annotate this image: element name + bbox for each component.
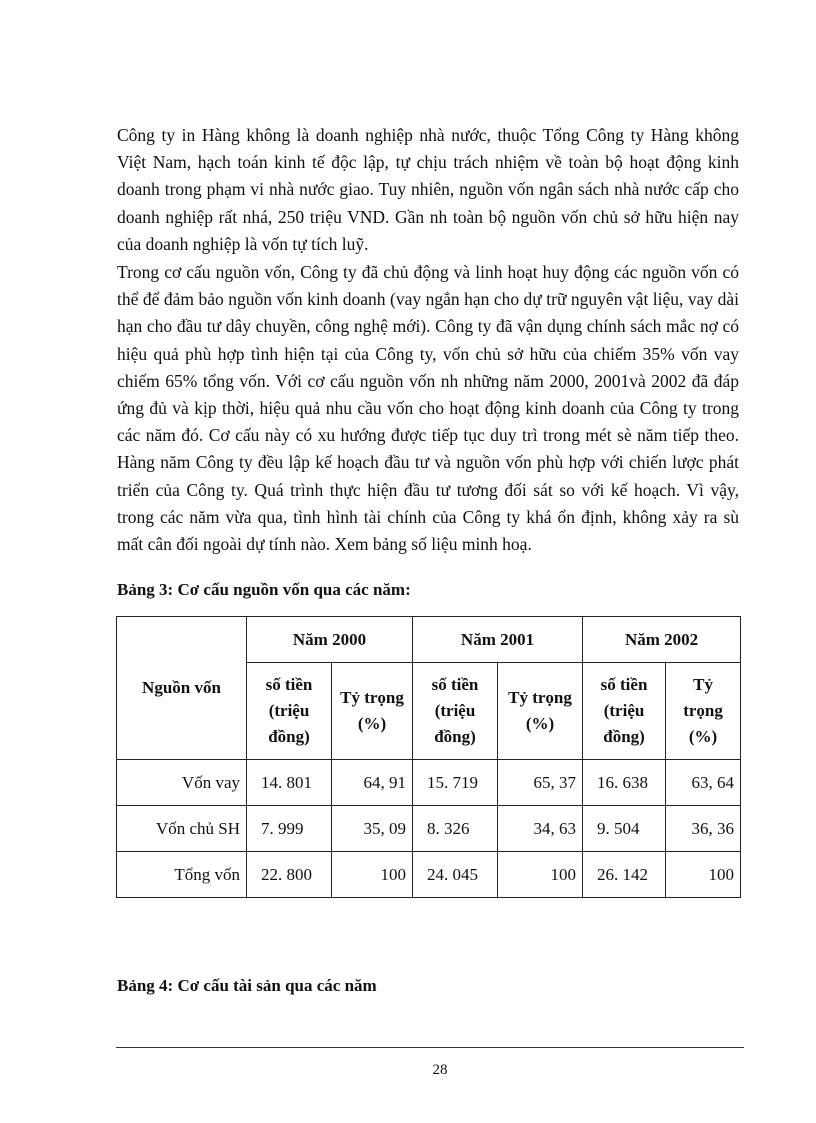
table-3-caption: Bảng 3: Cơ cấu nguồn vốn qua các năm: [117, 580, 411, 599]
share-cell: 100 [666, 852, 741, 898]
share-cell: 63, 64 [666, 760, 741, 806]
row-header-cell: Nguồn vốn [117, 617, 247, 760]
subheader-share: Tỷ trọng (%) [666, 663, 741, 760]
amount-cell: 26. 142 [583, 852, 666, 898]
table-row [117, 760, 741, 806]
row-label: Tổng vốn [117, 852, 247, 898]
paragraph-intro: Công ty in Hàng không là doanh nghiệp nhà nước, thuộc Tổng Công ty Hàng không Việt Nam, hạch toán kinh tế độc lập, tự chịu trách nhiệm về toàn bộ hoạt động kinh doanh trong phạm vi nhà nước giao. Tuy nhiên, nguồn vốn ngân sách nhà nước cấp cho doanh nghiệp rất nhá, 250 triệu VND. Gần nh toàn bộ nguồn vốn chủ sở hữu hiện nay của doanh nghiệp là vốn tự tích luỹ. [117, 125, 739, 254]
amount-cell: 16. 638 [583, 760, 666, 806]
year-header-2000: Năm 2000 [247, 617, 413, 663]
share-cell: 35, 09 [332, 806, 413, 852]
amount-cell: 14. 801 [247, 760, 332, 806]
page-number: 28 [432, 1062, 448, 1078]
share-cell: 100 [332, 852, 413, 898]
share-cell: 36, 36 [666, 806, 741, 852]
year-header-2001: Năm 2001 [413, 617, 583, 663]
footer-divider [116, 1047, 744, 1048]
amount-cell: 8. 326 [413, 806, 498, 852]
amount-cell: 24. 045 [413, 852, 498, 898]
paragraph-capital-structure: Trong cơ cấu nguồn vốn, Công ty đã chủ động và linh hoạt huy động các nguồn vốn có thể để đảm bảo nguồn vốn kinh doanh (vay ngắn hạn cho dự trữ nguyên vật liệu, vay dài hạn cho đầu tư dây chuyền, công nghệ mới). Công ty đã vận dụng chính sách mắc nợ có hiệu quả phù hợp tình hiện tại của Công ty, vốn chủ sở hữu của chiếm 35% vốn vay chiếm 65% tổng vốn. Với cơ cấu nguồn vốn nh những năm 2000, 2001và 2002 đã đáp ứng đủ và kịp thời, hiệu quả nhu cầu vốn cho hoạt động kinh doanh của Công ty trong các năm đó. Cơ cấu này có xu hướng được tiếp tục duy trì trong mét sè năm tiếp theo. Hàng năm Công ty đều lập kế hoạch đầu tư và nguồn vốn phù hợp với chiến lược phát triển của Công ty. Quá trình thực hiện đầu tư tương đối sát so với kế hoạch. Vì vậy, trong các năm vừa qua, tình hình tài chính của Công ty khá ổn định, không xảy ra sù mất cân đối ngoài dự tính nào. Xem bảng số liệu minh hoạ. [117, 262, 739, 555]
table-row [117, 852, 741, 898]
share-cell: 34, 63 [498, 806, 583, 852]
share-cell: 65, 37 [498, 760, 583, 806]
table-4-caption: Bảng 4: Cơ cấu tài sản qua các năm [117, 976, 377, 995]
subheader-amount: số tiền (triệu đồng) [413, 663, 498, 760]
subheader-amount: số tiền (triệu đồng) [247, 663, 332, 760]
capital-structure-table [116, 616, 741, 898]
year-header-2002: Năm 2002 [583, 617, 741, 663]
amount-cell: 22. 800 [247, 852, 332, 898]
amount-cell: 9. 504 [583, 806, 666, 852]
share-cell: 64, 91 [332, 760, 413, 806]
amount-cell: 7. 999 [247, 806, 332, 852]
subheader-amount: số tiền (triệu đồng) [583, 663, 666, 760]
table-row [117, 806, 741, 852]
amount-cell: 15. 719 [413, 760, 498, 806]
subheader-share: Tỷ trọng (%) [332, 663, 413, 760]
row-label: Vốn vay [117, 760, 247, 806]
row-label: Vốn chủ SH [117, 806, 247, 852]
share-cell: 100 [498, 852, 583, 898]
subheader-share: Tỷ trọng (%) [498, 663, 583, 760]
